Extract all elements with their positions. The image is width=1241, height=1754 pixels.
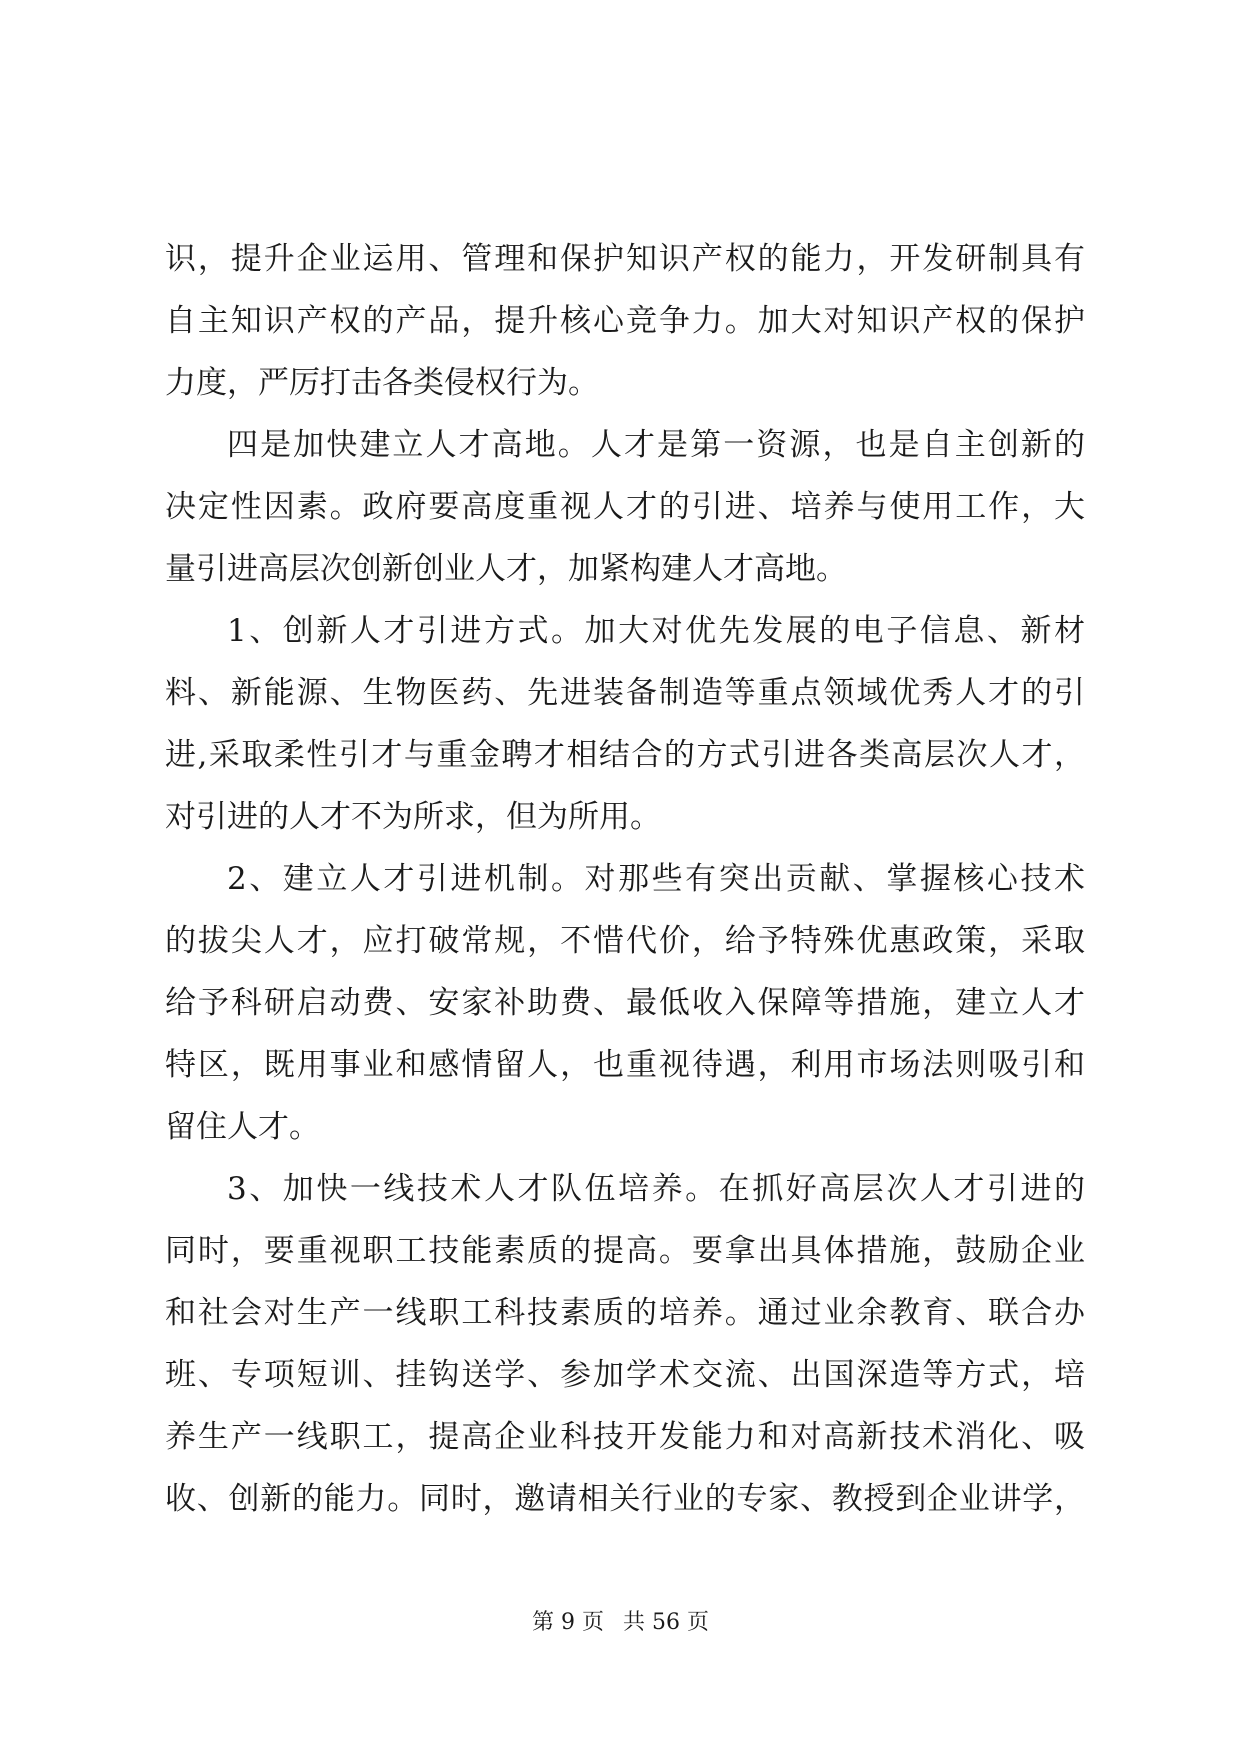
text-line: 的拔尖人才，应打破常规，不惜代价，给予特殊优惠政策，采取 — [165, 923, 1085, 959]
paragraph-first-line: 1、创新人才引进方式。加大对优先发展的电子信息、新材 — [227, 613, 1085, 649]
document-body — [165, 228, 1085, 1530]
paragraph-first-line: 2、建立人才引进机制。对那些有突出贡献、掌握核心技术 — [227, 861, 1085, 897]
text-line: 特区，既用事业和感情留人，也重视待遇，利用市场法则吸引和 — [165, 1047, 1085, 1083]
page-total: 共 56 页 — [623, 1610, 709, 1635]
text-line: 和社会对生产一线职工科技素质的培养。通过业余教育、联合办 — [165, 1295, 1085, 1331]
text-line: 收、创新的能力。同时，邀请相关行业的专家、教授到企业讲学， — [165, 1481, 1085, 1517]
text-line: 同时，要重视职工技能素质的提高。要拿出具体措施，鼓励企业 — [165, 1233, 1085, 1269]
text-line: 料、新能源、生物医药、先进装备制造等重点领域优秀人才的引 — [165, 675, 1085, 711]
page-footer — [0, 1608, 1241, 1638]
text-line: 给予科研启动费、安家补助费、最低收入保障等措施，建立人才 — [165, 985, 1085, 1021]
text-line: 进,采取柔性引才与重金聘才相结合的方式引进各类高层次人才， — [165, 737, 1085, 773]
text-line: 力度，严厉打击各类侵权行为。 — [165, 365, 599, 401]
text-line: 识，提升企业运用、管理和保护知识产权的能力，开发研制具有 — [165, 241, 1085, 277]
text-line: 量引进高层次创新创业人才，加紧构建人才高地。 — [165, 551, 847, 587]
page-number: 第 9 页 — [532, 1610, 604, 1635]
text-line: 自主知识产权的产品，提升核心竞争力。加大对知识产权的保护 — [165, 303, 1085, 339]
text-line: 班、专项短训、挂钩送学、参加学术交流、出国深造等方式，培 — [165, 1357, 1085, 1393]
text-line: 养生产一线职工，提高企业科技开发能力和对高新技术消化、吸 — [165, 1419, 1085, 1455]
text-line: 决定性因素。政府要高度重视人才的引进、培养与使用工作，大 — [165, 489, 1085, 525]
paragraph-first-line: 四是加快建立人才高地。人才是第一资源，也是自主创新的 — [227, 427, 1085, 463]
text-line: 留住人才。 — [165, 1109, 320, 1145]
text-line: 对引进的人才不为所求，但为所用。 — [165, 799, 661, 835]
paragraph-first-line: 3、加快一线技术人才队伍培养。在抓好高层次人才引进的 — [227, 1171, 1085, 1207]
